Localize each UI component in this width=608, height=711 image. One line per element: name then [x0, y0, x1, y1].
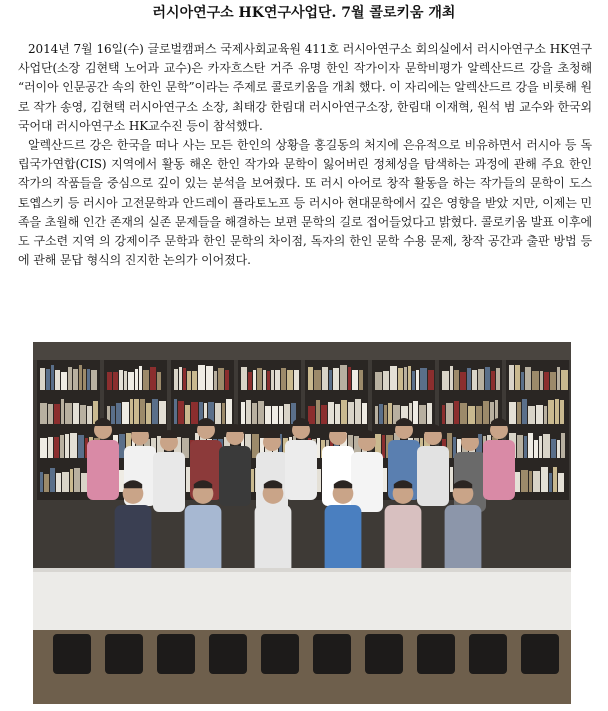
group-photo-icon	[33, 342, 571, 704]
article-paragraph-2: 알렉산드르 강은 한국을 떠나 사는 모든 한인의 상황을 홍길동의 처지에 은유적으로 비유하면서 러시아 등 독립국가연합(CIS) 지역에서 활동 해온 한인 작가와 문학이 잃어버린 정체성을 탐색하는 과정에 관해 주요 한인 작가의 작품들을 중심으로 깊이 있는 분석을 보여줬다. 또 러시 아어로 창작 활동을 하는 작가들의 문학이 도스토옙스키 등 러시아 고전문학과 안드레이 플라토노프 등 러시아 현대문학에서 깊은 영향을 받았 지만, 이제는 민족을 초월해 인간 존재의 실존 문제들을 해결하는 보편 문학의 길로 접어들었다고 밝혔다. 콜로키움 발표 이후에도 구소련 지역 의 강제이주 문학과 한인 문학의 차이점, 독자의 한인 문학 수용 문제, 창작 공간과 출판 방법 등에 관해 문답 형식의 진지한 논의가 이어졌다.	[18, 138, 592, 268]
group-photo	[33, 342, 571, 704]
article-paragraph-1: 2014년 7월 16일(수) 글로벌캠퍼스 국제사회교육원 411호 러시아연구소 회의실에서 러시아연구소 HK연구사업단(소장 김현택 노어과 교수)은 카자흐스탄 거주 유명 한인 작가이자 문학비평가 알렉산드르 강을 초청해 “러이아 인문공간 속의 한인 문학”이라는 주제로 콜로키움을 개최 했다. 이 자리에는 알렉산드르 강을 비롯해 원로 작가 송영, 김현택 러시아연구소 소장, 최태강 한림대 러시아연구소장, 한림대 이재혁, 원석 범 교수와 한국외국어대 러시아연구소 HK교수진 등이 참석했다.	[18, 42, 592, 133]
article-title: 러시아연구소 HK연구사업단. 7월 콜로키움 개최	[152, 5, 456, 21]
article-body	[18, 40, 592, 270]
